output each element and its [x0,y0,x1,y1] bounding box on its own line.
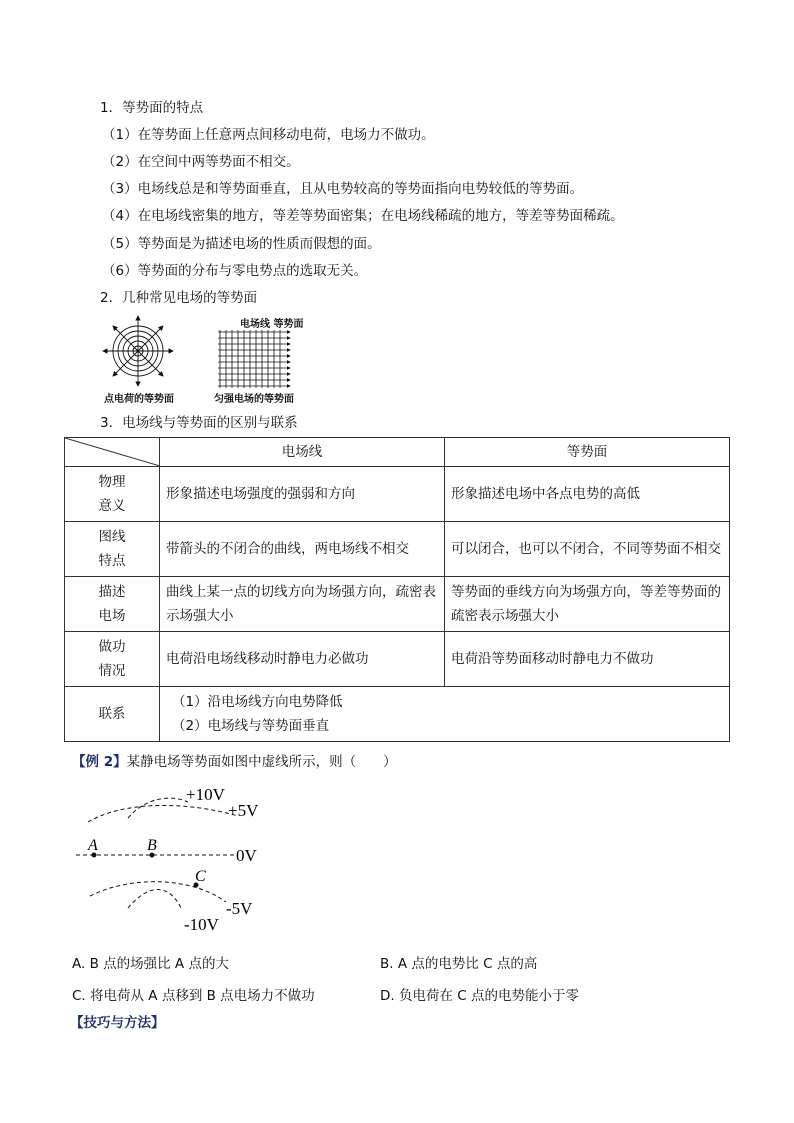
uniform-field-legend: 电场线 等势面 [240,319,304,330]
comparison-table [64,437,730,742]
table-row [65,577,730,632]
feature-item-6: （6）等势面的分布与零电势点的选取无关。 [102,263,368,279]
table-cell: 等势面的垂线方向为场强方向，等差等势面的疏密表示场强大小 [445,577,730,632]
option-c[interactable]: C. 将电荷从 A 点移到 B 点电场力不做功 [72,988,315,1004]
table-cell: 可以闭合，也可以不闭合，不同等势面不相交 [445,522,730,577]
table-cell: 形象描述电场强度的强弱和方向 [160,467,445,522]
table-cell: 形象描述电场中各点电势的高低 [445,467,730,522]
example-tag: 【例 2】 [72,754,127,770]
feature-item-5: （5）等势面是为描述电场的性质而假想的面。 [102,236,381,252]
feature-item-2: （2）在空间中两等势面不相交。 [102,154,300,170]
col-header-equipotential: 等势面 [445,438,730,467]
link-item-2: （2）电场线与等势面垂直 [172,718,330,734]
col-header-field-line: 电场线 [160,438,445,467]
table-cell: 曲线上某一点的切线方向为场强方向，疏密表示场强大小 [160,577,445,632]
link-cell [160,687,730,742]
point-b-label: B [147,837,157,854]
option-a[interactable]: A. B 点的场强比 A 点的大 [72,956,229,972]
section2-heading: 2．几种常见电场的等势面 [100,290,258,306]
option-d[interactable]: D. 负电荷在 C 点的电势能小于零 [380,988,579,1004]
table-header-row [65,438,730,467]
label-plus10: +10V [186,785,225,804]
uniform-field-equipotential-figure [218,328,294,390]
example-question-text: 某静电场等势面如图中虚线所示，则（ ） [126,754,397,770]
table-row [65,467,730,522]
diagonal-line [65,438,160,466]
feature-item-3: （3）电场线总是和等势面垂直，且从电势较高的等势面指向电势较低的等势面。 [102,181,584,197]
row-label: 物理 意义 [65,467,160,522]
example-question [72,750,397,770]
table-cell: 电荷沿电场线移动时静电力必做功 [160,632,445,687]
corner-cell [65,438,160,467]
row-label: 描述 电场 [65,577,160,632]
option-b[interactable]: B. A 点的电势比 C 点的高 [380,956,538,972]
section1-heading: 1．等势面的特点 [100,100,204,116]
point-c-label: C [195,868,206,885]
uniform-field-caption: 匀强电场的等势面 [214,394,294,405]
section3-heading: 3．电场线与等势面的区别与联系 [100,415,298,431]
feature-item-4: （4）在电场线密集的地方，等差等势面密集；在电场线稀疏的地方，等差等势面稀疏。 [102,208,624,224]
table-row-link [65,687,730,742]
point-charge-equipotential-figure [100,312,180,390]
point-a-label: A [88,837,98,854]
label-minus5: -5V [226,899,253,918]
label-plus5: +5V [228,801,259,820]
row-label: 做功 情况 [65,632,160,687]
table-cell: 带箭头的不闭合的曲线，两电场线不相交 [160,522,445,577]
link-item-1: （1）沿电场线方向电势降低 [172,694,343,710]
point-charge-caption: 点电荷的等势面 [104,394,174,405]
feature-item-1: （1）在等势面上任意两点间移动电荷，电场力不做功。 [102,127,435,143]
table-cell: 电荷沿等势面移动时静电力不做功 [445,632,730,687]
table-row [65,522,730,577]
equipotential-example-figure [70,778,270,938]
tips-heading: 【技巧与方法】 [70,1015,165,1031]
table-row [65,632,730,687]
label-0v: 0V [236,846,257,865]
row-label: 图线 特点 [65,522,160,577]
row-label: 联系 [65,687,160,742]
label-minus10: -10V [184,915,219,934]
